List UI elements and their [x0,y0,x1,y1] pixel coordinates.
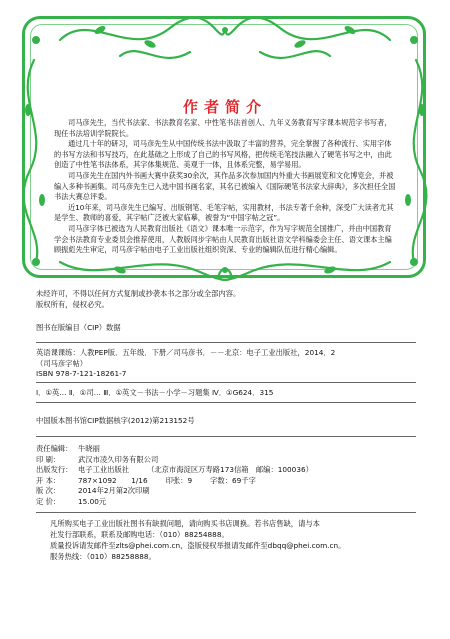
author-bio [54,118,398,256]
notice-line: 未经许可，不得以任何方式复制或抄袭本书之部分或全部内容。 [36,289,241,298]
format-label: 开 本： [36,475,61,485]
printer-value: 武汉市凌久印务有限公司 [78,454,159,464]
bio-paragraph: 司马彦字体已被选为人民教育出版社《语文》课本唯一示范字，作为写字规范全国推广，并由中国教育学会书法教育专业委员会推荐使用，人教版同步字帖由人民教育出版社语文学科编委会主任、语文课本主编顾振彪先生审定，司马彦字帖由电子工业出版社组织资深、专业的编辑队伍进行精心编辑。 [54,223,392,255]
publisher-label: 出版发行： [36,465,73,475]
cip-entry [36,348,416,380]
bio-paragraph: 司马彦先生，当代书法家、书法教育名家、中性笔书法首创人、九年义务教育写字课本规范字书写者，现任书法培训学院院长。 [54,118,392,138]
price-label: 定 价： [36,496,61,506]
editor-label: 责任编辑： [36,444,73,453]
editor-value: 牛晓丽 [78,444,100,453]
format-words: 字数：69千字 [210,475,256,485]
notice-line: 版权所有，侵权必究。 [36,299,109,309]
price-row [36,497,416,508]
format-sheets: 印张：9 [165,475,193,485]
bio-paragraph: 通过几十年的研习，司马彦先生从中国传统书法中汲取了丰富的营养，完全掌握了各种流行、实用字体的书写方法和书写技巧，在此基础之上形成了自己的书写风格，把传统毛笔技法融入了硬笔书写之中，由此创造了中性笔书法体系，其字体集规范、美观于一体，且体系完整，易学易用。 [54,139,392,170]
footer-line: 社发行部联系，联系及邮购电话：（010）88254888。 [50,530,229,539]
cip-number: 中国版本图书馆CIP数据核字(2012)第213152号 [36,416,195,425]
footer-line: 质量投诉请发邮件至zlts@phei.com.cn，盗版侵权举报请发邮件至dbqq@phei.com.cn。 [50,541,346,550]
footer-line: 服务热线：（010）88258888。 [50,552,156,561]
footer-line: 凡所购买电子工业出版社图书有缺损问题，请向购买书店调换。若书店售缺，请与本 [50,519,320,528]
author-intro-title: 作者简介 [182,98,267,116]
format-row [36,476,416,487]
service-footer [36,518,420,562]
cip-classification: Ⅰ．①英… Ⅱ．①司… Ⅲ．①英文－书法－小学－习题集 Ⅳ．①G624．315 [36,388,274,397]
cip-entry-line: 英语课课练：人教PEP版．五年级．下册／司马彦书．－－北京：电子工业出版社，2014．2 [36,348,336,357]
publisher-row [36,465,416,476]
isbn: ISBN 978-7-121-18261-7 [36,369,127,379]
divider [36,342,416,343]
printer-row [36,455,416,466]
divider [36,382,416,383]
printer-label: 印 刷： [36,454,61,464]
price-value: 15.00元 [78,496,107,506]
edition-value: 2014年2月第2次印刷 [78,486,150,496]
bio-paragraph: 近10年来，司马彦先生已编写、出版钢笔、毛笔字帖，实用教材，书法专著千余种，深受广大读者尤其是学生、教师的喜爱，其字帖广泛被大家临摹，被誉为“中国字帖之冠”。 [54,202,394,223]
copyright-notice [36,289,416,310]
cip-entry-line: （司马彦字帖） [36,358,88,368]
publication-info [36,444,416,508]
divider [36,512,416,513]
publisher-value: 电子工业出版社 [78,465,130,475]
divider [36,436,416,437]
divider [36,402,416,403]
edition-label: 版 次： [36,486,61,496]
publisher-address: （北京市海淀区万寿路173信箱 邮编：100036） [147,465,313,475]
editor-row [36,444,416,455]
cip-heading: 图书在版编目（CIP）数据 [36,323,121,332]
format-value: 787×1092 1/16 [78,475,148,485]
edition-row [36,486,416,497]
bio-paragraph: 司马彦先生在国内外书画大赛中获奖30余次，其作品多次参加国内外重大书画展览和文化博览会，并被编入多种书画集。司马彦先生已入选中国书画名家，其名已被编入《国际硬笔书法家大辞典》，多次担任全国书法大赛总评委。 [54,170,396,202]
